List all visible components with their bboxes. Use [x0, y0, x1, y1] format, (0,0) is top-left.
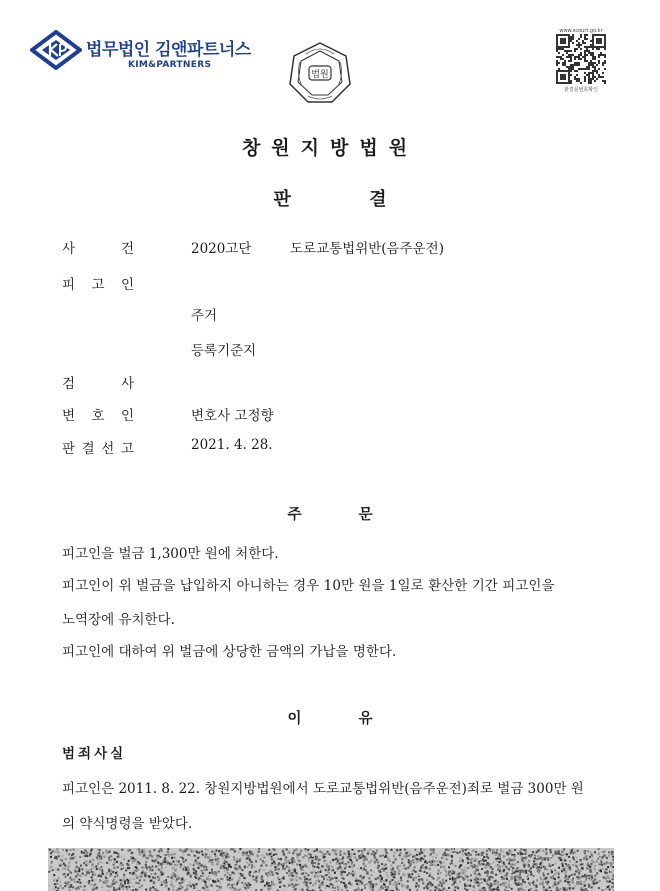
order-line-1: 피고인을 벌금 1,300만 원에 처한다. — [62, 546, 279, 562]
firm-name-main: 김앤파트너스 — [155, 40, 251, 60]
qr-code-icon — [556, 34, 606, 84]
scan-noise-band — [48, 848, 614, 891]
case-label — [62, 237, 134, 257]
case-label-text: 사 건 — [62, 241, 134, 257]
order-heading — [0, 503, 660, 524]
court-title: 창원지방법원 — [241, 137, 419, 159]
counsel-value: 변호사 고정향 — [191, 408, 274, 424]
verdict-date: 2021. 4. 28. — [191, 437, 273, 453]
kim-partners-logo-icon — [30, 30, 82, 70]
judgment-title-left: 판 — [273, 189, 291, 210]
reason-line-2: 의 약식명령을 받았다. — [62, 816, 193, 832]
prosecutor-label — [62, 372, 134, 392]
order-heading-left: 주 — [287, 506, 302, 523]
qr-url: www.scourt.go.kr — [559, 28, 603, 34]
reason-line-1: 피고인은 2011. 8. 22. 창원지방법원에서 도로교통법위반(음주운전)죄로 벌금 300만 원 — [62, 781, 584, 797]
firm-name-english: KIM&PARTNERS — [128, 60, 212, 70]
counsel-label-text: 변 호 인 — [62, 408, 134, 424]
order-line-2: 피고인이 위 벌금을 납입하지 아니하는 경우 10만 원을 1일로 환산한 기간 피고인을 — [62, 578, 555, 594]
verdict-date-label-text: 판 결 선 고 — [62, 441, 134, 457]
judgment-title-right: 결 — [369, 189, 387, 210]
reason-heading — [0, 707, 660, 728]
qr-caption: 판결문번호확인 — [564, 87, 598, 93]
order-heading-right: 문 — [358, 506, 373, 523]
prosecutor-label-text: 검 사 — [62, 376, 134, 392]
verdict-date-label — [62, 437, 134, 457]
defendant-label — [62, 273, 134, 293]
address-label: 주거 — [191, 308, 218, 324]
firm-name — [86, 35, 251, 60]
firm-name-prefix: 법무법인 — [86, 40, 150, 60]
crime-facts-heading: 범죄사실 — [62, 746, 127, 762]
defendant-label-text: 피 고 인 — [62, 277, 134, 293]
registration-label: 등록기준지 — [191, 343, 257, 359]
order-line-4: 피고인에 대하여 위 벌금에 상당한 금액의 가납을 명한다. — [62, 644, 397, 660]
reason-heading-left: 이 — [287, 710, 302, 727]
case-name: 도로교통법위반(음주운전) — [290, 241, 444, 257]
seal-text: 법원 — [311, 70, 329, 80]
court-seal-icon — [286, 40, 354, 106]
case-number: 2020고단 — [191, 241, 252, 257]
reason-heading-right: 유 — [358, 710, 373, 727]
counsel-label — [62, 404, 134, 424]
judgment-title — [0, 185, 660, 211]
order-line-3: 노역장에 유치한다. — [62, 612, 175, 628]
